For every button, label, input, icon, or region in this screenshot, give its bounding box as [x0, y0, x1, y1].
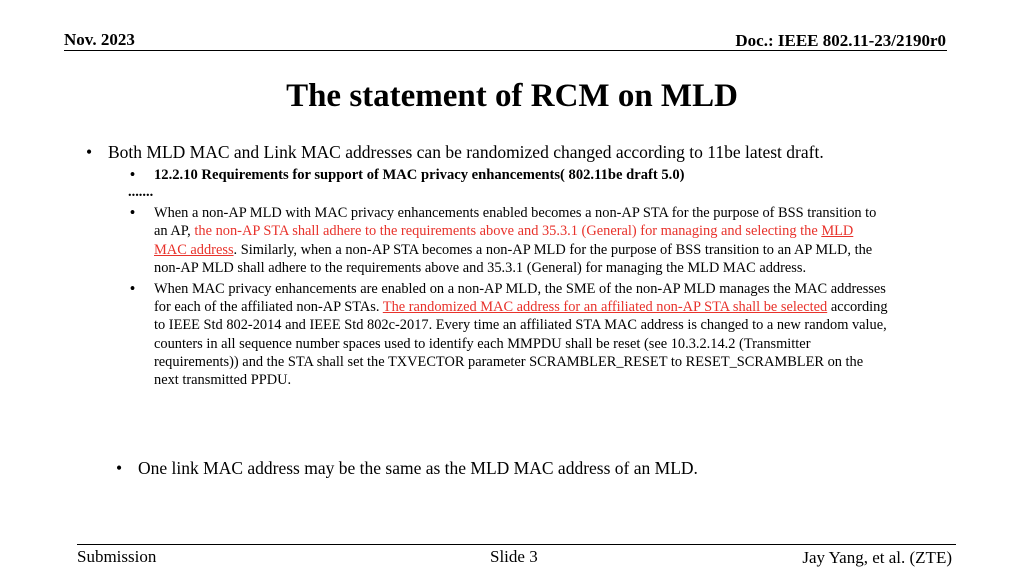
- p1-red-text: the non-AP STA shall adhere to the requirements above and 35.3.1 (General) for managing and selecting the: [194, 223, 822, 240]
- excerpt-ellipsis: .......: [128, 184, 154, 201]
- footer-submission: Submission: [77, 547, 157, 566]
- p1-text-b: . Similarly, when a non-AP STA becomes a non-AP MLD for the purpose of BSS transition to an AP MLD, the non-AP MLD shall adhere to the requirements above and 35.3.1 (General) for managing the MLD MAC address.: [154, 241, 873, 276]
- p2-text-b: according to IEEE Std 802-2014 and IEEE Std 802c-2017. Every time an affiliated STA MAC address is changed to a new random value, counters in all sequence number spaces used to identify each MMPDU shall be reset (see 10.3.2.14.2 (Transmitter requirements)) and the STA shall set the TXVECTOR parameter SCRAMBLER_RESET to RESET_SCRAMBLER on the next transmitted PPDU.: [154, 299, 888, 389]
- excerpt-heading: 12.2.10 Requirements for support of MAC privacy enhancements( 802.11be draft 5.0): [154, 167, 685, 183]
- bullet-glyph: •: [130, 205, 136, 222]
- p1-text-a: When a non-AP MLD with MAC privacy enhancements enabled becomes a non-AP STA for the purpose of BSS transition to an AP,: [154, 205, 877, 240]
- header-doc-id: Doc.: IEEE 802.11-23/2190r0: [735, 31, 946, 50]
- header-rule: [64, 50, 947, 51]
- bullet-glyph: •: [86, 142, 93, 162]
- excerpt-paragraph-2: [128, 280, 888, 389]
- bullet-glyph: •: [130, 281, 136, 298]
- footer-author: Jay Yang, et al. (ZTE): [802, 548, 952, 567]
- header-date: Nov. 2023: [64, 30, 135, 49]
- slide-title: The statement of RCM on MLD: [286, 78, 738, 114]
- bullet-second: [116, 458, 698, 479]
- spec-excerpt: [128, 166, 888, 389]
- p1-red-underlined: MLD MAC address: [154, 223, 854, 258]
- bullet-second-text: One link MAC address may be the same as the MLD MAC address of an MLD.: [138, 458, 698, 478]
- excerpt-paragraph-1: [128, 204, 888, 277]
- bullet-glyph: •: [116, 458, 123, 478]
- bullet-first: [86, 142, 824, 163]
- excerpt-heading-item: [128, 166, 888, 184]
- bullet-first-text: Both MLD MAC and Link MAC addresses can be randomized changed according to 11be latest draft.: [108, 142, 824, 162]
- footer-rule: [77, 544, 956, 545]
- footer-slide-number: Slide 3: [490, 547, 538, 566]
- p2-text-a: When MAC privacy enhancements are enabled on a non-AP MLD, the SME of the non-AP MLD manages the MAC addresses for each of the affiliated non-AP STAs.: [154, 281, 886, 316]
- p2-red-underlined: The randomized MAC address for an affiliated non-AP STA shall be selected: [382, 299, 828, 316]
- bullet-glyph: •: [130, 167, 136, 183]
